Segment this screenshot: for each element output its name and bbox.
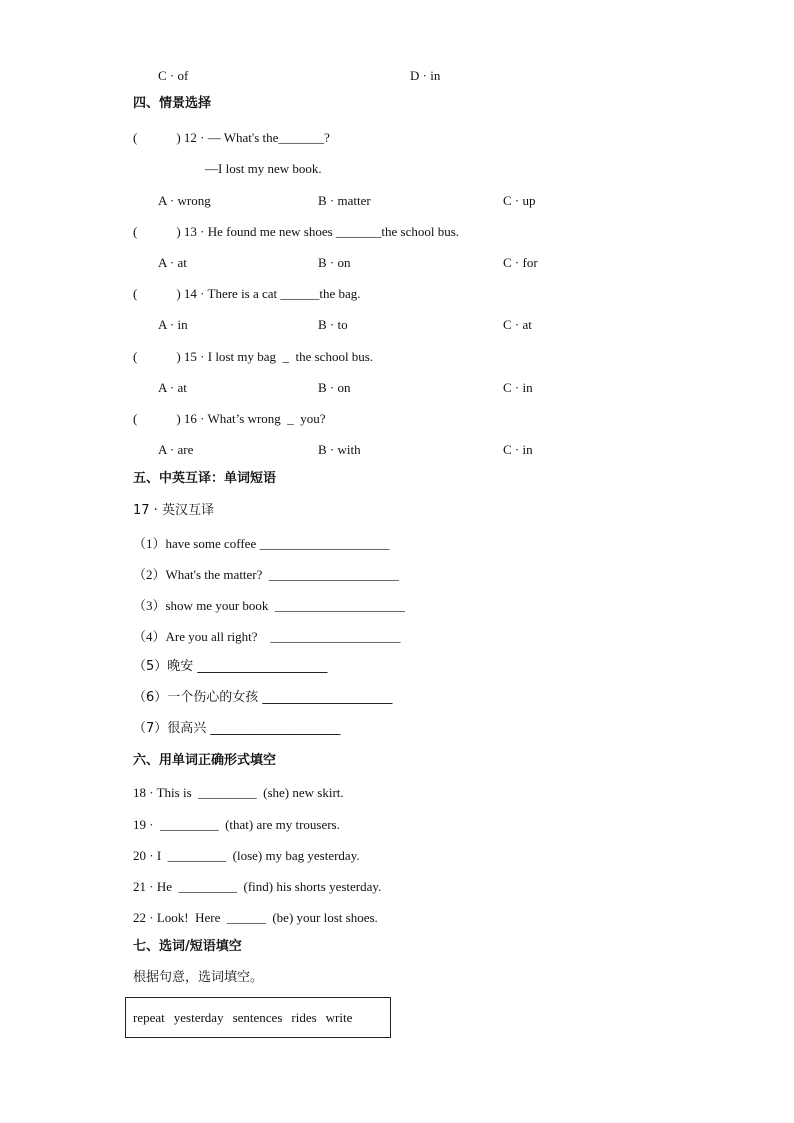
section-7-instruction: 根据句意，选词填空。 — [133, 970, 264, 985]
question-14-stem: ( ) 14 · There is a cat ______the bag. — [133, 286, 361, 301]
translation-item-4: （4）Are you all right? ____________________ — [133, 629, 401, 644]
word-bank-word: repeat — [133, 1009, 165, 1025]
word-bank-word: write — [325, 1009, 353, 1025]
translation-item-5: （5）晚安 ____________________ — [133, 659, 328, 674]
question-17-label: 17 · 英汉互译 — [133, 503, 214, 518]
question-15-option-c: C · in — [503, 380, 533, 395]
fill-item-18: 18 · This is _________ (she) new skirt. — [133, 785, 344, 800]
question-14-option-b: B · to — [318, 317, 348, 332]
word-bank-box — [125, 997, 391, 1038]
translation-item-1: （1）have some coffee ____________________ — [133, 536, 390, 551]
question-12-option-c: C · up — [503, 193, 536, 208]
word-bank-word: sentences — [232, 1009, 283, 1025]
question-12-option-b: B · matter — [318, 193, 371, 208]
question-12-stem-answer: —I lost my new book. — [205, 161, 322, 176]
question-14-option-c: C · at — [503, 317, 532, 332]
word-bank-word: rides — [291, 1009, 317, 1025]
translation-item-6: （6）一个伤心的女孩 ____________________ — [133, 690, 393, 705]
option-d: D · in — [410, 68, 441, 83]
question-12-option-a: A · wrong — [158, 193, 211, 208]
fill-item-19: 19 · _________ (that) are my trousers. — [133, 817, 340, 832]
question-16-option-b: B · with — [318, 442, 361, 457]
question-16-option-c: C · in — [503, 442, 533, 457]
question-13-stem: ( ) 13 · He found me new shoes _______the school bus. — [133, 224, 460, 239]
option-c: C · of — [158, 68, 189, 83]
question-16-stem: ( ) 16 · What’s wrong _ you? — [133, 411, 326, 426]
question-16-option-a: A · are — [158, 442, 194, 457]
section-4-title: 四、情景选择 — [133, 96, 212, 111]
fill-item-20: 20 · I _________ (lose) my bag yesterday. — [133, 848, 360, 863]
question-13-option-b: B · on — [318, 255, 351, 270]
question-15-option-a: A · at — [158, 380, 187, 395]
section-6-title: 六、用单词正确形式填空 — [133, 753, 277, 768]
translation-item-3: （3）show me your book ____________________ — [133, 598, 405, 613]
fill-item-22: 22 · Look! Here ______ (be) your lost shoes. — [133, 910, 378, 925]
translation-item-2: （2）What's the matter? ____________________ — [133, 567, 399, 582]
question-14-option-a: A · in — [158, 317, 188, 332]
question-15-option-b: B · on — [318, 380, 351, 395]
word-bank-word: yesterday — [173, 1009, 224, 1025]
question-12-stem: ( ) 12 · — What's the_______? — [133, 130, 330, 145]
question-13-option-a: A · at — [158, 255, 187, 270]
question-15-stem: ( ) 15 · I lost my bag _ the school bus. — [133, 349, 374, 364]
translation-item-7: （7）很高兴 ____________________ — [133, 721, 341, 736]
section-5-title: 五、中英互译：单词短语 — [133, 471, 277, 486]
fill-item-21: 21 · He _________ (find) his shorts yesterday. — [133, 879, 382, 894]
section-7-title: 七、选词/短语填空 — [133, 939, 242, 954]
question-13-option-c: C · for — [503, 255, 538, 270]
